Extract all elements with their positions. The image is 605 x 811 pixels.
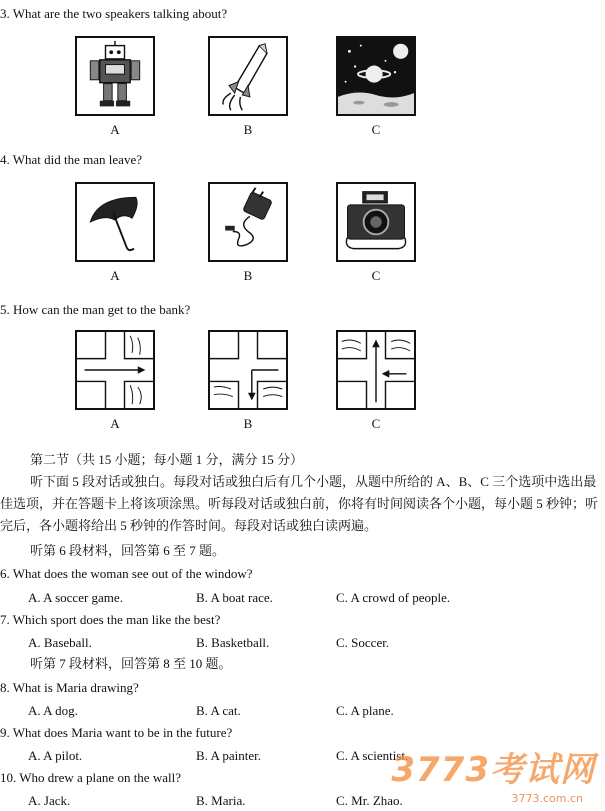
- question-8: 8. What is Maria drawing?: [0, 680, 139, 695]
- rocket-icon: [208, 36, 288, 116]
- section-2-instructions: 听下面 5 段对话或独白。每段对话或独白后有几个小题，从题中所给的 A、B、C 三个选项中选出最佳选项，并在答题卡上将该项涂黑。听每段对话或独白前，你将有时间阅读各个小题，每小题 5 秒钟；听完后，各小题将给出 5 秒钟的作答时间。每段对话或独白读两遍。: [0, 474, 599, 533]
- watermark-logo: 3773考试网: [391, 750, 595, 790]
- q8-option-a: A. A dog.: [28, 703, 78, 718]
- q3-label-c: C: [371, 122, 381, 137]
- q7-option-a: A. Baseball.: [28, 635, 92, 650]
- map-route-c-icon: [336, 330, 416, 410]
- question-10: 10. Who drew a plane on the wall?: [0, 770, 181, 785]
- q3-label-a: A: [110, 122, 120, 137]
- space-planet-icon: [336, 36, 416, 116]
- q10-option-a: A. Jack.: [28, 793, 71, 808]
- q5-label-a: A: [110, 416, 120, 431]
- q7-option-c: C. Soccer.: [336, 635, 390, 650]
- q6-option-b: B. A boat race.: [196, 590, 273, 605]
- robot-icon: [75, 36, 155, 116]
- q6-option-c: C. A crowd of people.: [336, 590, 451, 605]
- watermark-url: 3773.com.cn: [511, 792, 583, 805]
- q5-label-b: B: [243, 416, 253, 431]
- q4-label-a: A: [110, 268, 120, 283]
- q4-label-b: B: [243, 268, 253, 283]
- charger-icon: [208, 182, 288, 262]
- q6-option-a: A. A soccer game.: [28, 590, 123, 605]
- q8-option-c: C. A plane.: [336, 703, 394, 718]
- material-6-note: 听第 6 段材料，回答第 6 至 7 题。: [30, 543, 226, 558]
- q9-option-c: C. A scientist.: [336, 748, 409, 763]
- q8-option-b: B. A cat.: [196, 703, 241, 718]
- q9-option-b: B. A painter.: [196, 748, 261, 763]
- q9-option-a: A. A pilot.: [28, 748, 83, 763]
- map-route-a-icon: [75, 330, 155, 410]
- q3-label-b: B: [243, 122, 253, 137]
- material-7-note: 听第 7 段材料，回答第 8 至 10 题。: [30, 656, 232, 671]
- question-3: 3. What are the two speakers talking about?: [0, 6, 228, 21]
- q5-label-c: C: [371, 416, 381, 431]
- question-6: 6. What does the woman see out of the window?: [0, 566, 253, 581]
- q10-option-b: B. Maria.: [196, 793, 246, 808]
- map-route-b-icon: [208, 330, 288, 410]
- question-9: 9. What does Maria want to be in the future?: [0, 725, 233, 740]
- question-5: 5. How can the man get to the bank?: [0, 302, 191, 317]
- umbrella-icon: [75, 182, 155, 262]
- question-4: 4. What did the man leave?: [0, 152, 142, 167]
- question-7: 7. Which sport does the man like the best?: [0, 612, 221, 627]
- q10-option-c: C. Mr. Zhao.: [336, 793, 403, 808]
- q7-option-b: B. Basketball.: [196, 635, 270, 650]
- section-2-heading: 第二节（共 15 小题；每小题 1 分，满分 15 分）: [30, 452, 304, 467]
- q4-label-c: C: [371, 268, 381, 283]
- camera-icon: [336, 182, 416, 262]
